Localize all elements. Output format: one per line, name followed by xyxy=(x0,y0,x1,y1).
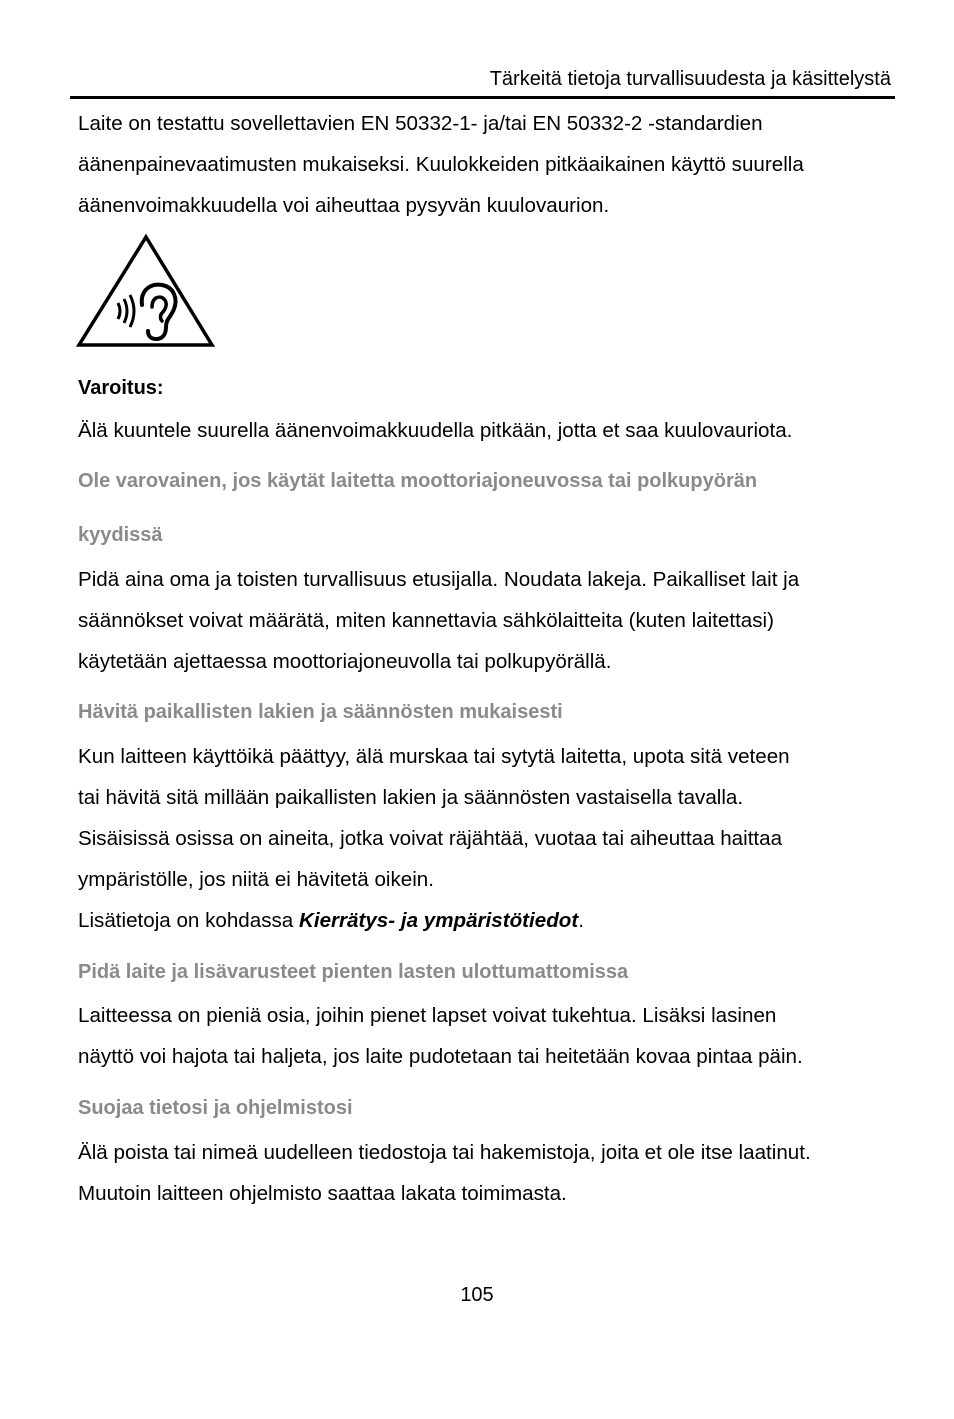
header-title: Tärkeitä tietoja turvallisuudesta ja käsittelystä xyxy=(489,68,891,90)
page-number: 105 xyxy=(460,1284,494,1306)
body-line: Pidä aina oma ja toisten turvallisuus etusijalla. Noudata lakeja. Paikalliset lait ja xyxy=(78,568,800,591)
section-children-heading xyxy=(78,961,908,984)
body-line: Kun laitteen käyttöikä päättyy, älä murskaa tai sytytä laitetta, upota sitä veteen xyxy=(78,745,790,768)
section-heading: Suojaa tietosi ja ohjelmistosi xyxy=(78,1097,353,1119)
section-heading: Ole varovainen, jos käytät laitetta moottoriajoneuvossa tai polkupyörän xyxy=(78,470,758,492)
body-line: Älä poista tai nimeä uudelleen tiedostoja tai hakemistoja, joita et ole itse laatinut. xyxy=(78,1141,811,1164)
section-data-body xyxy=(78,1132,908,1214)
running-header xyxy=(70,66,895,99)
section-heading: Hävitä paikallisten lakien ja säännösten mukaisesti xyxy=(78,701,563,723)
body-line: säännökset voivat määrätä, miten kannettavia sähkölaitteita (kuten laitettasi) xyxy=(78,609,774,632)
body-line: Sisäisissä osissa on aineita, jotka voivat räjähtää, vuotaa tai aiheuttaa haittaa xyxy=(78,827,783,850)
body-line: tai hävitä sitä millään paikallisten lakien ja säännösten vastaisella tavalla. xyxy=(78,786,744,809)
warning-text: Älä kuuntele suurella äänenvoimakkuudella pitkään, jotta et saa kuulovauriota. xyxy=(78,419,793,442)
warning-block xyxy=(78,377,908,400)
more-info-prefix: Lisätietoja on kohdassa xyxy=(78,909,299,932)
intro-line: äänenpainevaatimusten mukaiseksi. Kuulokkeiden pitkäaikainen käyttö suurella xyxy=(78,153,804,176)
intro-line: Laite on testattu sovellettavien EN 50332-1- ja/tai EN 50332-2 -standardien xyxy=(78,112,763,135)
recycling-reference-link[interactable]: Kierrätys- ja ympäristötiedot xyxy=(298,909,579,932)
section-traffic-heading xyxy=(78,470,908,493)
body-line: Laitteessa on pieniä osia, joihin pienet lapset voivat tukehtua. Lisäksi lasinen xyxy=(78,1004,777,1027)
body-line: Muutoin laitteen ohjelmisto saattaa lakata toimimasta. xyxy=(78,1182,567,1205)
more-info-line xyxy=(78,900,908,941)
warning-label: Varoitus: xyxy=(78,377,164,399)
body-line: käytetään ajettaessa moottoriajoneuvolla tai polkupyörällä. xyxy=(78,650,612,673)
section-traffic-heading-cont xyxy=(78,524,908,547)
section-disposal-body xyxy=(78,736,908,941)
intro-line: äänenvoimakkuudella voi aiheuttaa pysyvän kuulovaurion. xyxy=(78,194,610,217)
intro-paragraph xyxy=(78,103,908,226)
section-traffic-body xyxy=(78,559,908,682)
more-info-suffix: . xyxy=(578,909,584,932)
section-disposal-heading xyxy=(78,701,908,724)
hearing-damage-warning-icon xyxy=(76,233,216,349)
section-heading: kyydissä xyxy=(78,524,163,546)
section-data-heading xyxy=(78,1097,908,1120)
body-line: näyttö voi hajota tai haljeta, jos laite pudotetaan tai heitetään kovaa pintaa päin. xyxy=(78,1045,803,1068)
section-heading: Pidä laite ja lisävarusteet pienten lasten ulottumattomissa xyxy=(78,961,629,983)
section-children-body xyxy=(78,995,908,1077)
body-line: ympäristölle, jos niitä ei hävitetä oikein. xyxy=(78,868,434,891)
warning-text-block xyxy=(78,410,908,451)
